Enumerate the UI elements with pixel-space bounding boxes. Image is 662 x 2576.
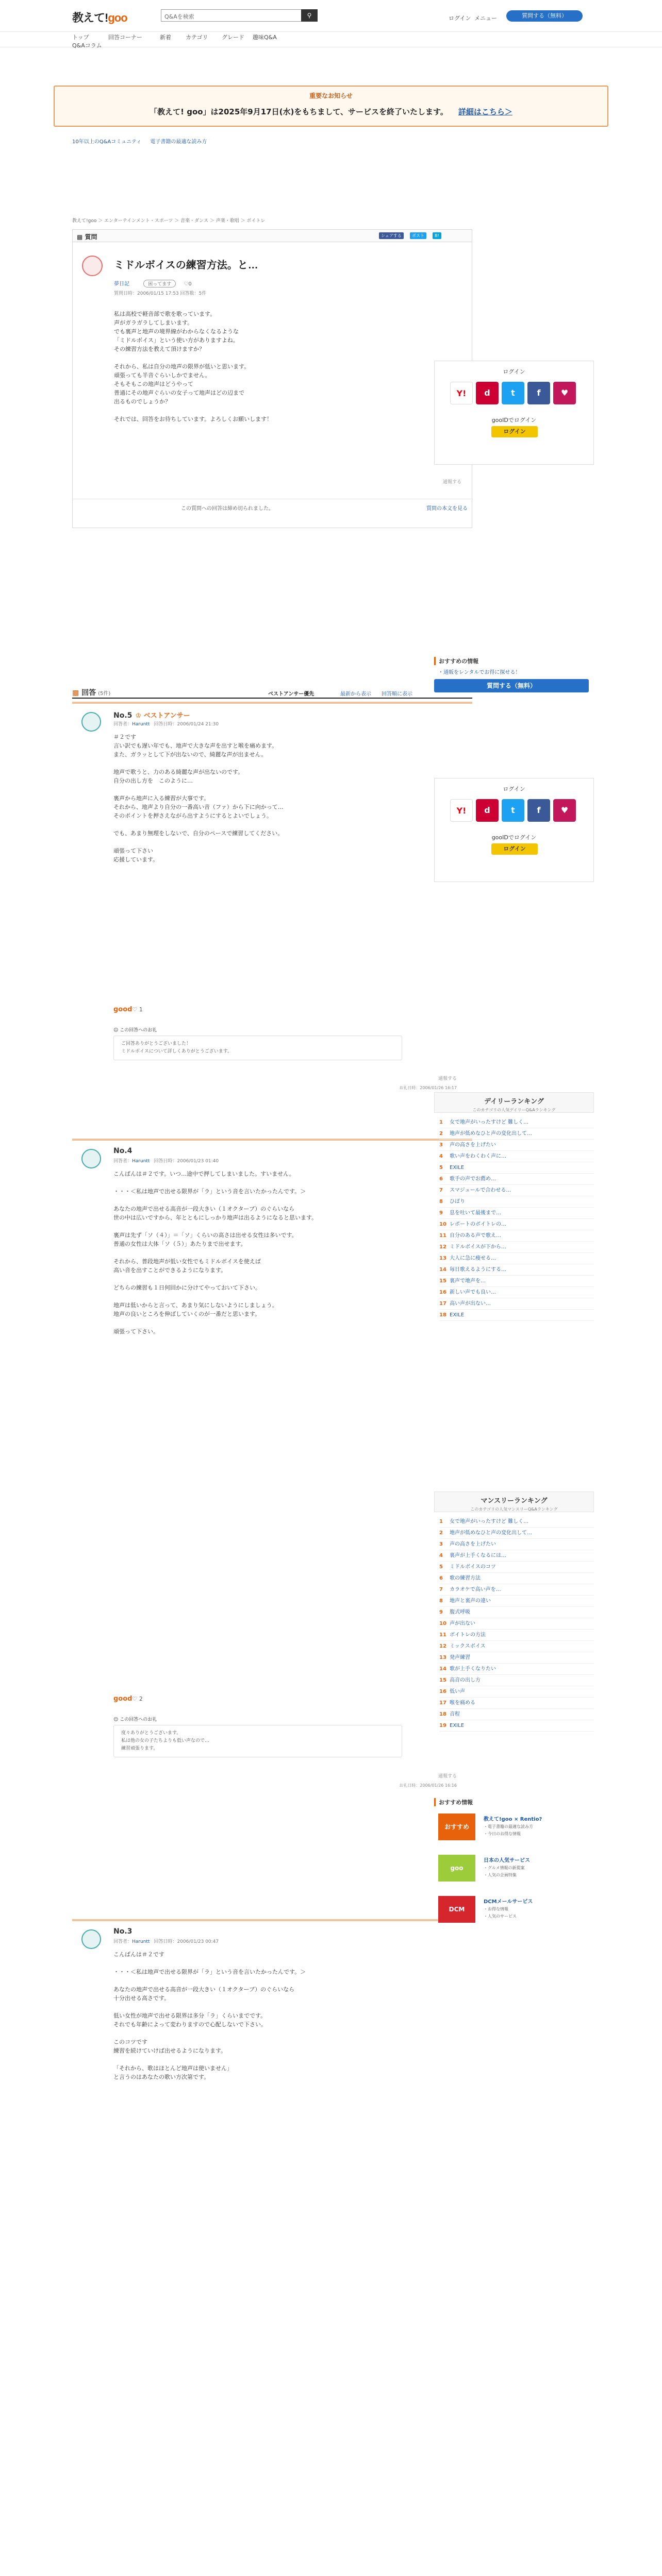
pr-title: おすすめ情報 — [434, 1798, 473, 1806]
answer-meta: 回答者：Haruntt 回答日時：2006/01/24 21:30 — [113, 722, 219, 727]
rank-number: 17 — [439, 1700, 446, 1706]
rank-number: 7 — [439, 1188, 443, 1193]
question-user[interactable]: 夢日記 — [114, 281, 129, 287]
ranking-link[interactable]: EXILE — [450, 1312, 465, 1318]
twitter-login-icon[interactable]: t — [502, 799, 524, 822]
rank-number: 15 — [439, 1677, 446, 1683]
ranking-item[interactable] — [439, 1664, 594, 1675]
answer-number: No.4 — [113, 1147, 133, 1155]
thanks-time: お礼日時：2006/01/26 16:17 — [399, 1086, 457, 1090]
ranking-link[interactable]: ひばり — [450, 1199, 465, 1205]
recommend-link[interactable]: ・通販をレンタルでお得に探せる！ — [438, 670, 521, 675]
docomo-login-icon[interactable]: d — [476, 799, 499, 822]
ranking-link[interactable]: 女で地声がいったすけど 難しく… — [450, 1519, 529, 1524]
rank-number: 9 — [439, 1609, 443, 1615]
rank-number: 14 — [439, 1267, 446, 1273]
ranking-item[interactable] — [439, 1720, 594, 1732]
avatar — [81, 1929, 101, 1949]
ranking-item[interactable] — [439, 1174, 594, 1185]
avatar — [81, 712, 101, 732]
login-panel — [434, 361, 594, 465]
good-icon: ♡ — [132, 1006, 138, 1013]
ranking-link[interactable]: 高い声が出ない… — [450, 1301, 491, 1307]
ranking-item[interactable] — [439, 1630, 594, 1641]
ranking-item[interactable] — [439, 1253, 594, 1264]
ranking-item[interactable] — [439, 1208, 594, 1219]
rank-number: 1 — [439, 1519, 443, 1524]
ad-item[interactable]: DCM DCMメールサービス ・お得な情報 ・人気のサービス — [434, 1896, 594, 1925]
view-question-link[interactable]: 質問の本文を見る — [426, 506, 468, 512]
ad-image: DCM — [438, 1896, 475, 1923]
site-header — [0, 0, 662, 32]
rank-number: 2 — [439, 1131, 443, 1137]
ranking-link[interactable]: ボイトレの方法 — [450, 1632, 486, 1638]
global-nav — [0, 32, 662, 47]
notice-title: 重要なお知らせ — [309, 92, 353, 99]
goo-id-label: gooIDでログイン — [491, 417, 537, 423]
gnav-grade[interactable]: グレード — [222, 34, 244, 41]
rank-number: 14 — [439, 1666, 446, 1672]
ranking-link[interactable]: スマジュールで合わせる… — [450, 1188, 511, 1193]
hatena-share-button[interactable]: B! — [433, 232, 441, 239]
rank-number: 16 — [439, 1689, 446, 1694]
report-link[interactable]: 通報する — [438, 1774, 457, 1779]
answer-header — [72, 702, 472, 728]
ranking-item[interactable] — [439, 1698, 594, 1709]
ranking-item[interactable] — [439, 1596, 594, 1607]
monthly-ranking-header: マンスリーランキング このカテゴリの人気マンスリーQ&Aランキング — [434, 1492, 594, 1512]
login-button[interactable]: ログイン — [491, 426, 538, 437]
au-login-icon[interactable]: ♥ — [553, 799, 576, 822]
facebook-login-icon[interactable]: f — [527, 799, 550, 822]
twitter-share-button[interactable]: ポスト — [410, 232, 426, 239]
docomo-login-icon[interactable]: d — [476, 382, 499, 404]
ranking-item[interactable] — [439, 1528, 594, 1539]
recommend-title: おすすめの情報 — [434, 657, 478, 665]
ranking-item[interactable] — [439, 1276, 594, 1287]
important-notice — [54, 86, 608, 127]
gnav-hobby[interactable]: 趣味Q&A — [253, 34, 277, 41]
ranking-item[interactable] — [439, 1230, 594, 1242]
rank-number: 7 — [439, 1587, 443, 1592]
rank-number: 18 — [439, 1711, 446, 1717]
answer-header — [72, 1139, 472, 1165]
question-header — [73, 230, 472, 242]
ranking-item[interactable] — [439, 1584, 594, 1596]
ranking-link[interactable]: 声が出ない — [450, 1621, 475, 1626]
answers-title: ▩ 回答 (5件) — [72, 689, 111, 697]
ranking-link[interactable]: 腹式呼吸 — [450, 1609, 470, 1615]
ad-image: おすすめ — [438, 1814, 475, 1840]
login-title: ログイン — [503, 368, 525, 375]
ranking-link[interactable]: 低い声 — [450, 1689, 465, 1694]
gnav-answer[interactable]: 回答コーナー — [108, 34, 142, 41]
ranking-item[interactable] — [439, 1550, 594, 1562]
good-button[interactable]: good♡ 2 — [113, 1695, 143, 1703]
ranking-link[interactable]: 新しい声でも良い… — [450, 1290, 496, 1295]
ranking-link[interactable]: ミックスボイス — [450, 1643, 486, 1649]
daily-ranking-list — [439, 1117, 594, 1321]
good-count: 0 — [188, 281, 192, 287]
good-icon: ♡ — [184, 281, 189, 287]
ranking-item[interactable] — [439, 1652, 594, 1664]
ranking-item[interactable] — [439, 1117, 594, 1128]
answer-item — [72, 1919, 472, 2576]
closed-note: この質問への回答は締め切られました。 — [181, 506, 274, 512]
ranking-link[interactable]: 地声と裏声の違い — [450, 1598, 491, 1604]
report-link[interactable]: 通報する — [443, 480, 462, 485]
rank-number: 2 — [439, 1530, 443, 1536]
facebook-share-button[interactable]: シェアする — [379, 232, 404, 239]
ranking-item[interactable] — [439, 1573, 594, 1584]
daily-ranking-header: デイリーランキング このカテゴリの人気デイリーQ&Aランキング — [434, 1092, 594, 1113]
answer-body: こんばんは＃２です。いつ…途中で押してしまいました。すいません。 ・・・＜私は地声で出せる限界が「ラ」という音を言いたかったんです。＞ あなたの地声で出せる高音が一段大きい（１オクターブ）のぐらいなら 世の中は広いですから、年とともにしっかり地声は出るようになると思います。 裏声は先ず「ソ（４）」＝「ソ」くらいの高さは出せる女性は多いです。 普通の女性は大体「ソ（５）」あたりまで出せます。 それから、普段地声が低い女性でもミドルボイスを使えば 高い音を出すことができるようになります。 どちらの練習も１日何回かに分けてやっておいて下さい。 地声は低いからと言って、あまり気にしないようにしましょう。 地声の良いところを伸ばしていくのが一番だと思います。 頑張って下さい。 — [113, 1171, 318, 1335]
rank-number: 8 — [439, 1598, 443, 1604]
ranking-item[interactable] — [439, 1516, 594, 1528]
ranking-link[interactable]: 自分のある声で歌え… — [450, 1233, 501, 1239]
ranking-link[interactable]: 地声が低めなひと声の変化出して… — [450, 1131, 532, 1137]
rank-number: 9 — [439, 1210, 443, 1216]
sidebar-ask-button[interactable]: 質問する（無料） — [434, 679, 589, 692]
answer-meta: 回答者：Haruntt 回答日時：2006/01/23 00:47 — [113, 1939, 219, 1944]
ranking-link[interactable]: 地声が低めなひと声の変化出して… — [450, 1530, 532, 1536]
ranking-link[interactable]: ミドルボイスが下から… — [450, 1244, 506, 1250]
rank-number: 19 — [439, 1723, 446, 1728]
topic-link[interactable]: 10年以上のQ&Aコミュニティ — [72, 139, 142, 145]
question-stats: 質問日時：2006/01/15 17:53 回答数：5件 — [114, 291, 207, 296]
rank-number: 15 — [439, 1278, 446, 1284]
ranking-item[interactable] — [439, 1287, 594, 1298]
rank-number: 16 — [439, 1290, 446, 1295]
ranking-item[interactable] — [439, 1242, 594, 1253]
thanks-message: 度々ありがとうございます。 私は他の女の子たちよりも低い声なので… 練習頑張ります。 — [113, 1725, 402, 1757]
question-body: 私は高校で軽音部で歌を歌っています。 声がガラガラしてしまいます。 でも裏声と地声の境界線がわからなくなるような 「ミドルボイス」という使い方がありますよね。 その練習方法を教えて頂けますか？ それから、私は自分の地声の限界が低いと思います。 頑張っても半音ぐらいしかでません。 そもそもこの地声はどうやって 普通にその地声ぐらいの女子って地声はどの辺まで 出るものでしょうか？ それでは、回答をお待ちしています。よろしくお願いします！ — [114, 311, 273, 422]
ranking-item[interactable] — [439, 1140, 594, 1151]
rank-number: 5 — [439, 1564, 443, 1570]
ranking-item[interactable] — [439, 1686, 594, 1698]
rank-number: 6 — [439, 1176, 443, 1182]
sort-best[interactable]: ベストアンサー優先 — [268, 691, 315, 697]
gnav-top[interactable]: トップ — [72, 34, 89, 41]
answer-number: No.5 ♔ ベストアンサー — [113, 711, 190, 720]
ranking-link[interactable]: 大人に急に痩せる… — [450, 1256, 496, 1261]
ranking-link[interactable]: ミドルボイスのコツ — [450, 1564, 496, 1570]
answers-bar — [72, 686, 472, 699]
thanks-message: ご回答ありがとうございました！ ミドルボイスについて詳しくありがとうございます。 — [113, 1036, 402, 1060]
au-login-icon[interactable]: ♥ — [553, 382, 576, 404]
ranking-link[interactable]: 声の高さを上げたい — [450, 1142, 496, 1148]
question-meta — [114, 279, 192, 287]
ranking-link[interactable]: 裏声で地声を… — [450, 1278, 486, 1284]
ranking-item[interactable] — [439, 1675, 594, 1686]
ad-item[interactable]: おすすめ 教えて!goo × Rentio? ・電子書籍の最適な読み方 ・今日のお得な情報 — [434, 1814, 594, 1842]
ad-item[interactable]: goo 日本の人気サービス ・グルメ情報の新提案 ・人気の企画特集 — [434, 1855, 594, 1884]
ranking-item[interactable] — [439, 1162, 594, 1174]
ranking-link[interactable]: EXILE — [450, 1165, 465, 1171]
rank-number: 13 — [439, 1655, 446, 1660]
answer-body: こんばんは＃２です ・・・＜私は地声で出せる限界が「ラ」という音を言いたかったんです。＞ あなたの地声で出せる高音が一段大きい（１オクターブ）のぐらいなら 十分出せる高さです。 低い女性が地声で出せる限界は多分「ラ」くらいまでです。 それでも年齢によって変わりますので心配しないで下さい。 このコツです 練習を続けていけば出せるようになります。 「それから、歌はほとんど地声は使いません」 と言うのはあなたの歌い方次第です。 — [113, 1951, 306, 2080]
search-icon[interactable]: ⚲ — [301, 9, 318, 22]
gnav-column[interactable]: Q&Aコラム — [72, 42, 102, 49]
ranking-link[interactable]: 女で地声がいったすけど 難しく… — [450, 1120, 529, 1125]
topic-link[interactable]: 電子書籍の最適な読み方 — [150, 139, 207, 145]
ranking-item[interactable] — [439, 1709, 594, 1720]
ranking-item[interactable] — [439, 1618, 594, 1630]
rank-number: 1 — [439, 1120, 443, 1125]
ranking-link[interactable]: EXILE — [450, 1723, 465, 1728]
ranking-link[interactable]: 毎日歌えるようにする… — [450, 1267, 506, 1273]
ranking-link[interactable]: カラオケで高い声を… — [450, 1587, 501, 1592]
ranking-link[interactable]: 発声練習 — [450, 1655, 470, 1660]
ranking-link[interactable]: 歌手の声でお薦め… — [450, 1176, 496, 1182]
rank-number: 10 — [439, 1621, 446, 1626]
ranking-link[interactable]: 歌が上手くなりたい — [450, 1666, 496, 1672]
rank-number: 11 — [439, 1632, 446, 1638]
rank-number: 3 — [439, 1541, 443, 1547]
goo-logo[interactable]: 教えて!goo — [72, 11, 127, 24]
ranking-item[interactable] — [439, 1196, 594, 1208]
report-link[interactable]: 通報する — [438, 1076, 457, 1081]
rank-number: 4 — [439, 1154, 443, 1159]
rank-number: 6 — [439, 1575, 443, 1581]
answer-item — [72, 1139, 472, 1911]
ranking-link[interactable]: 高音の出し方 — [450, 1677, 481, 1683]
login-link[interactable]: ログイン — [449, 15, 471, 22]
rank-number: 10 — [439, 1222, 446, 1227]
ranking-item[interactable] — [439, 1562, 594, 1573]
rank-number: 8 — [439, 1199, 443, 1205]
thanks-heading: ☺ この回答へのお礼 — [113, 1028, 157, 1033]
ranking-item[interactable] — [439, 1539, 594, 1550]
rank-number: 12 — [439, 1643, 446, 1649]
yahoo-login-icon[interactable]: Y! — [450, 382, 473, 404]
good-icon: ♡ — [132, 1696, 138, 1702]
ranking-link[interactable]: 声の高さを上げたい — [450, 1541, 496, 1547]
rank-number: 18 — [439, 1312, 446, 1318]
topic-links — [72, 137, 214, 145]
question-box — [72, 229, 472, 528]
login-button[interactable]: ログイン — [491, 843, 538, 855]
breadcrumb[interactable]: 教えて!goo ＞ エンターテインメント・スポーツ ＞ 音楽・ダンス ＞ 声楽・歌唱 ＞ ボイトレ — [72, 218, 266, 224]
ask-question-button[interactable]: 質問する（無料） — [506, 10, 583, 22]
answer-body: ＃２です 言い訳でも遅い年でも、地声で大きな声を出すと喉を痛めます。 また、ガラッとして下が出ないので、綺麗な声が出ません。 地声で歌うと、力のある綺麗な声が出ないのです。 自分の出し方を このように… 裏声から地声に入る練習が大事です。 それから、地声より自分の一番高い音（ファ）から下に向かって… そのポイントを押さえながら出すようにするとよいでしょう。 でも、あまり無理をしないで、自分のペースで練習してください。 頑張って下さい 応援しています。 — [113, 734, 284, 863]
answer-icon: ▩ — [72, 689, 79, 697]
menu-link[interactable]: メニュー — [474, 15, 497, 22]
rank-number: 11 — [439, 1233, 446, 1239]
rank-number: 5 — [439, 1165, 443, 1171]
best-answer-badge: ♔ ベストアンサー — [135, 712, 190, 720]
question-footer — [73, 499, 473, 515]
goo-id-label: gooIDでログイン — [491, 834, 537, 841]
ad-image: goo — [438, 1855, 475, 1882]
rank-number: 12 — [439, 1244, 446, 1250]
avatar — [81, 1149, 101, 1168]
thanks-heading: ☺ この回答へのお礼 — [113, 1717, 157, 1722]
ranking-item[interactable] — [439, 1310, 594, 1321]
gnav-new[interactable]: 新着 — [160, 34, 171, 41]
answer-number: No.3 — [113, 1927, 133, 1936]
monthly-ranking-list — [439, 1516, 594, 1732]
sort-old[interactable]: 回答順に表示 — [382, 691, 412, 697]
status-badge: 困ってます — [143, 280, 176, 287]
ranking-link[interactable]: 歌の練習方法 — [450, 1575, 481, 1581]
ranking-link[interactable]: 喉を痛める — [450, 1700, 475, 1706]
question-title: ミドルボイスの練習方法。と… — [114, 260, 258, 271]
answer-header — [72, 1919, 472, 1946]
ranking-link[interactable]: 音程 — [450, 1711, 460, 1717]
rank-number: 13 — [439, 1256, 446, 1261]
ranking-item[interactable] — [439, 1151, 594, 1162]
login-panel — [434, 778, 594, 882]
sns-login-buttons — [450, 799, 579, 824]
search-input[interactable]: Q&Aを検索 — [161, 9, 308, 22]
ranking-item[interactable] — [439, 1298, 594, 1310]
thanks-time: お礼日時：2006/01/26 16:16 — [399, 1783, 457, 1788]
rank-number: 17 — [439, 1301, 446, 1307]
answer-user[interactable]: Haruntt — [132, 1939, 150, 1944]
answer-meta: 回答者：Haruntt 回答日時：2006/01/23 01:40 — [113, 1159, 219, 1164]
ranking-item[interactable] — [439, 1607, 594, 1618]
ranking-link[interactable]: 息を吐いて最後まで… — [450, 1210, 501, 1216]
avatar — [82, 256, 103, 276]
ranking-item[interactable] — [439, 1128, 594, 1140]
login-title: ログイン — [503, 786, 525, 792]
notice-link[interactable]: 詳細はこちら＞ — [458, 107, 512, 116]
good-button[interactable]: good♡ 1 — [113, 1006, 143, 1013]
ranking-link[interactable]: レポートのボイトレの… — [450, 1222, 506, 1227]
answer-user[interactable]: Haruntt — [132, 1159, 150, 1164]
rank-number: 3 — [439, 1142, 443, 1148]
notice-message: 「教えて! goo」は2025年9月17日(水)をもちまして、サービスを終了いたします。 詳細はこちら＞ — [150, 107, 512, 116]
sort-new[interactable]: 最新から表示 — [340, 691, 371, 697]
ranking-item[interactable] — [439, 1264, 594, 1276]
ranking-link[interactable]: 歌い声をわくわく声に… — [450, 1154, 506, 1159]
facebook-login-icon[interactable]: f — [527, 382, 550, 404]
ranking-item[interactable] — [439, 1641, 594, 1652]
ranking-item[interactable] — [439, 1219, 594, 1230]
answer-item — [72, 702, 472, 1145]
answer-user[interactable]: Haruntt — [132, 722, 150, 727]
rank-number: 4 — [439, 1553, 443, 1558]
sns-login-buttons — [450, 382, 579, 406]
gnav-category[interactable]: カテゴリ — [186, 34, 208, 41]
twitter-login-icon[interactable]: t — [502, 382, 524, 404]
yahoo-login-icon[interactable]: Y! — [450, 799, 473, 822]
question-label: ▩ 質問 — [77, 233, 97, 241]
ranking-link[interactable]: 裏声が上手くなるには… — [450, 1553, 506, 1558]
ranking-item[interactable] — [439, 1185, 594, 1196]
